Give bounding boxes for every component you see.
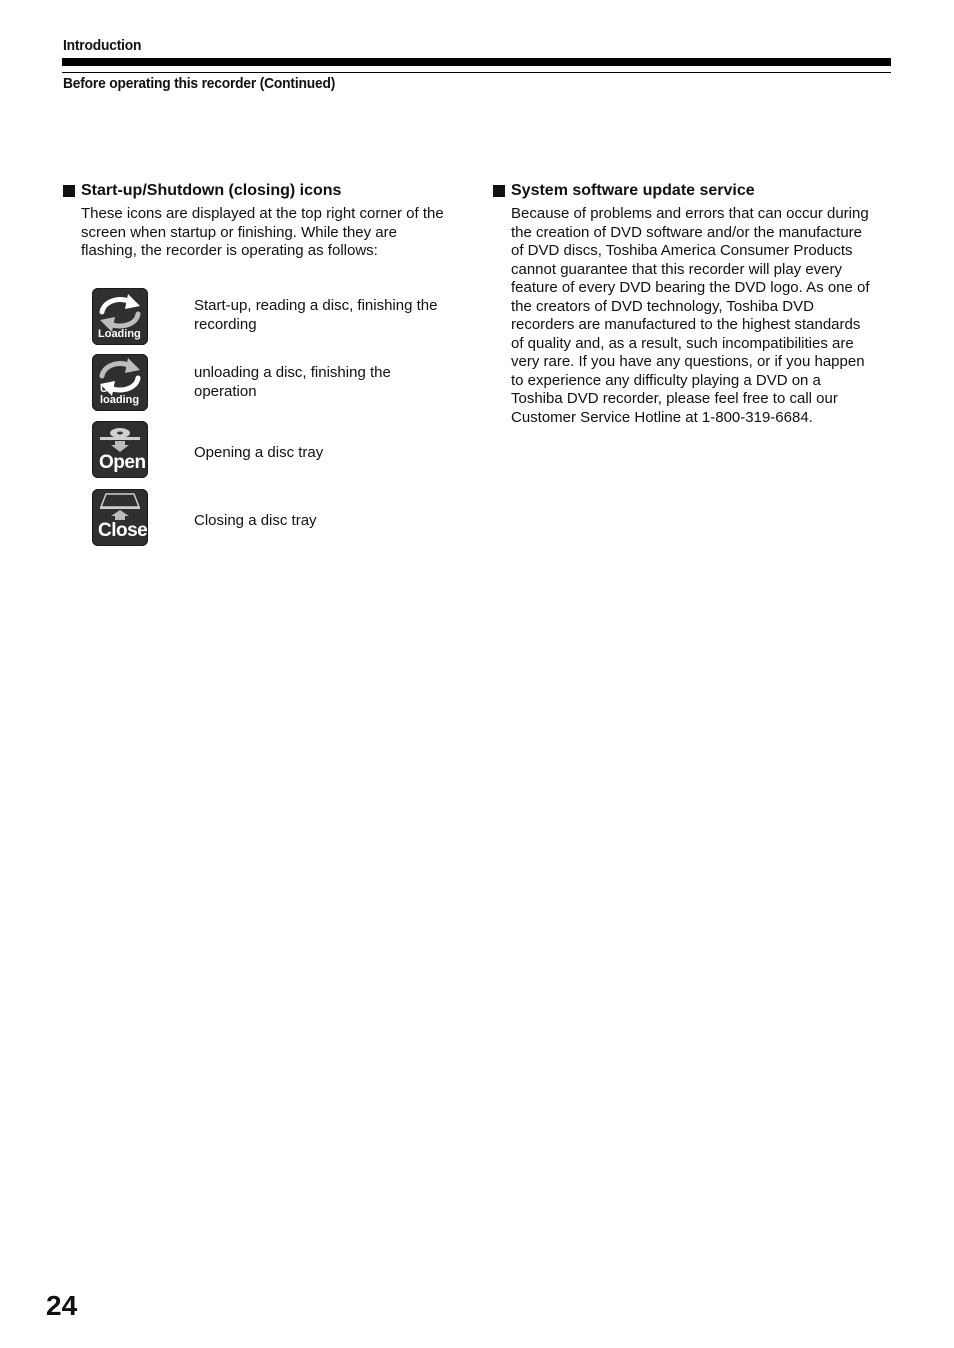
section-label: Introduction (63, 37, 142, 54)
body-line: recorders are manufactured to the highest standards (511, 316, 861, 333)
description-line: Closing a disc tray (194, 512, 317, 529)
body-line: to experience any difficulty playing a DVD on a (511, 371, 821, 389)
unloading-tile-label-1: Un (100, 383, 115, 395)
close-tray-icon (92, 489, 148, 546)
loading-description (194, 297, 437, 334)
unloading-tile-label-2: loading (100, 394, 140, 406)
page-title: Before operating this recorder (Continued) (63, 75, 336, 92)
intro-line: flashing, the recorder is operating as follows: (81, 242, 378, 259)
left-heading (63, 181, 341, 201)
body-line: Because of problems and errors that can occur during (511, 205, 869, 222)
body-line: of quality and, as a result, such incompatibilities are (511, 334, 854, 352)
unloading-description (194, 364, 391, 401)
header-rule-thick (62, 58, 891, 66)
loading-tile-label: Loading (98, 328, 141, 340)
body-line: feature of every DVD bearing the DVD logo. As one of (511, 279, 870, 296)
heading-square-icon (63, 185, 75, 197)
close-tile-label: Close (98, 520, 148, 541)
close-description (194, 512, 317, 531)
description-line: operation (194, 382, 257, 400)
body-line: cannot guarantee that this recorder will play every (511, 260, 843, 278)
header-rule-thin (62, 72, 891, 73)
open-description (194, 444, 323, 463)
description-line: recording (194, 315, 257, 333)
open-tile-label: Open (99, 452, 146, 473)
left-intro (81, 205, 444, 261)
open-tray-icon (92, 421, 148, 478)
description-line: unloading a disc, finishing the (194, 364, 391, 381)
description-line: Opening a disc tray (194, 444, 324, 461)
body-line: Customer Service Hotline at 1-800-319-6684. (511, 408, 813, 426)
right-heading (493, 181, 755, 201)
body-line: of DVD discs, Toshiba America Consumer Products (511, 242, 853, 259)
loading-icon (92, 288, 148, 345)
body-line: very rare. If you have any questions, or if you happen (511, 353, 865, 370)
body-line: the creators of DVD technology, Toshiba DVD (511, 297, 814, 315)
intro-line: These icons are displayed at the top right corner of the (81, 205, 444, 222)
unloading-icon (92, 354, 148, 411)
right-body (511, 205, 870, 427)
description-line: Start-up, reading a disc, finishing the (194, 297, 438, 314)
left-heading-text: Start-up/Shutdown (closing) icons (81, 182, 342, 199)
body-line: Toshiba DVD recorder, please feel free to call our (511, 390, 838, 407)
heading-square-icon (493, 185, 505, 197)
page-number: 24 (46, 1290, 78, 1321)
right-heading-text: System software update service (511, 182, 755, 199)
body-line: the creation of DVD software and/or the manufacture (511, 223, 863, 241)
intro-line: screen when startup or finishing. While they are (81, 223, 397, 241)
